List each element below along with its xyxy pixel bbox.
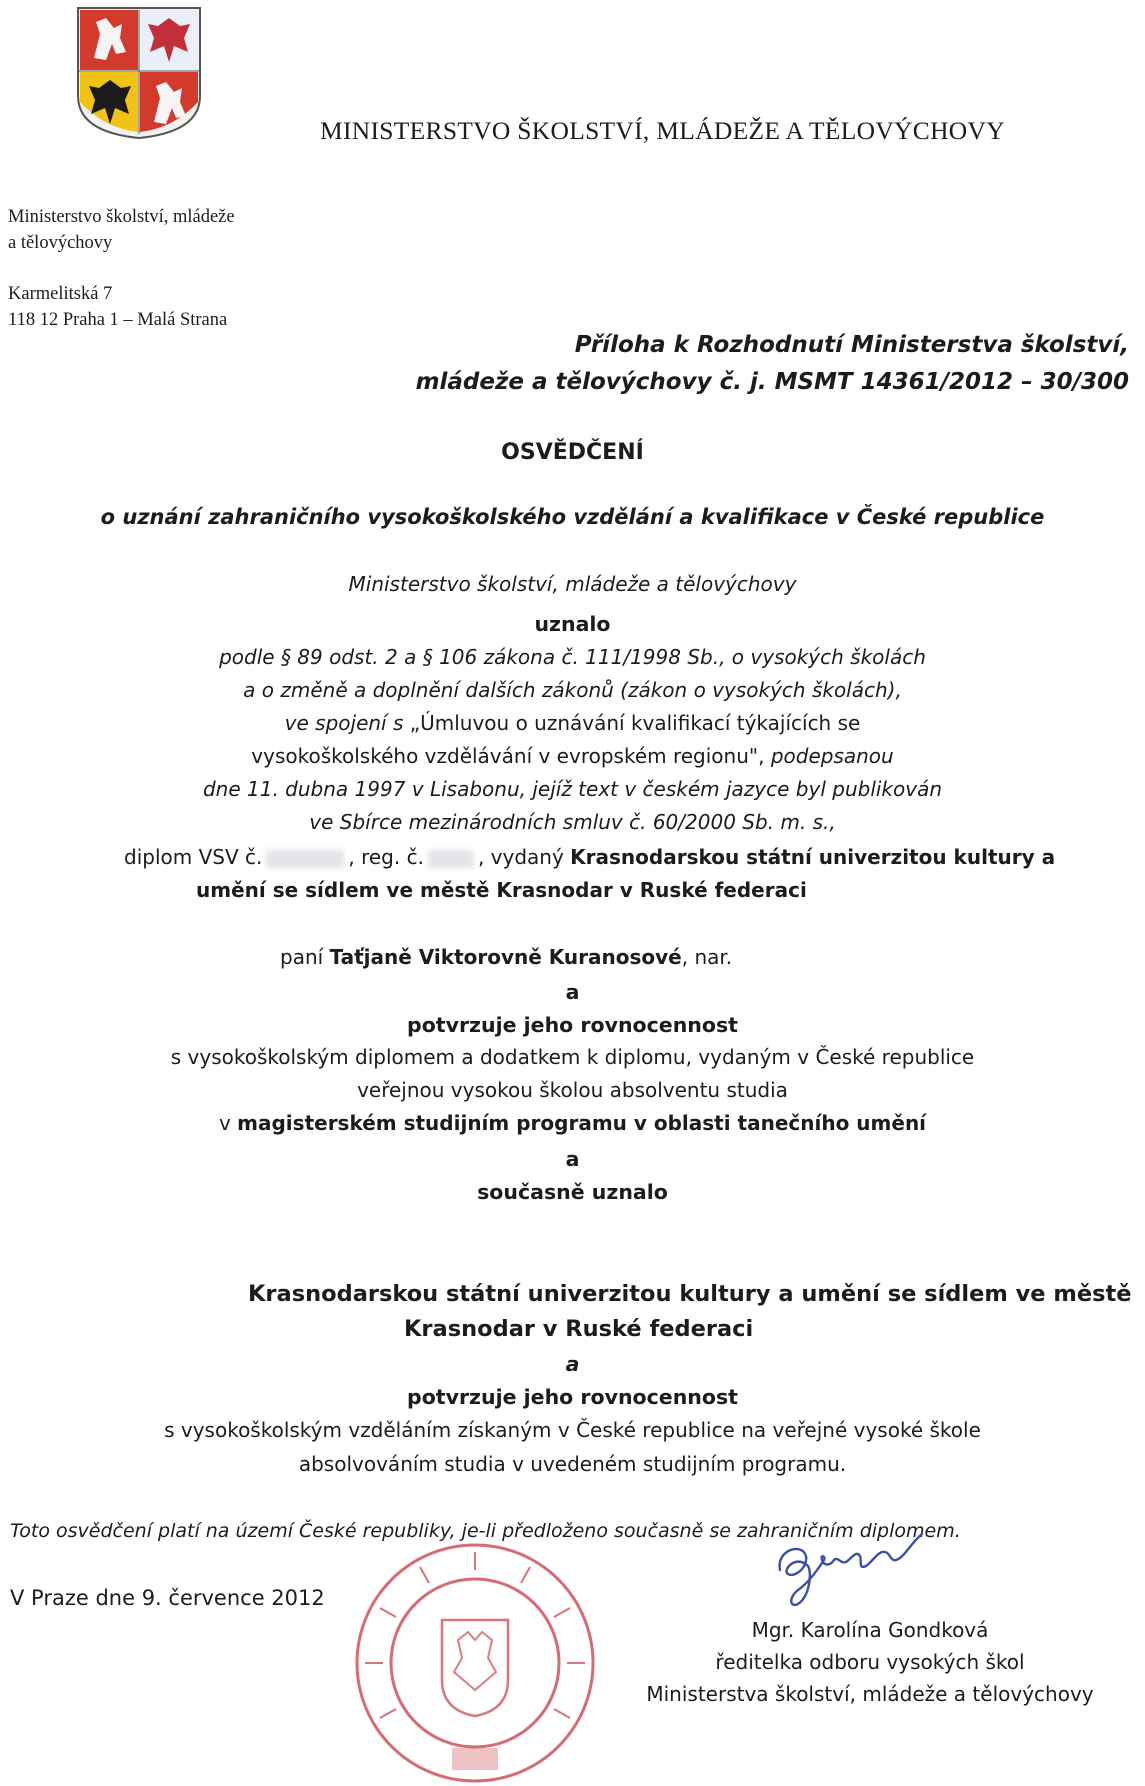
- person-suffix: , nar.: [681, 945, 733, 969]
- equivalence-heading-2: potvrzuje jeho rovnocennost: [407, 1385, 738, 1409]
- equivalence-text-1: s vysokoškolským diplomem a dodatkem k diplomu, vydaným v České republice: [170, 1045, 975, 1069]
- legal-basis-line-3-prefix: ve spojení s: [284, 711, 410, 735]
- study-program: magisterském studijním programu v oblasti tanečního umění: [237, 1111, 927, 1135]
- study-program-prefix: v: [218, 1111, 238, 1135]
- signatory-name: Mgr. Karolína Gondková: [751, 1618, 989, 1642]
- signatory-ministry: Ministerstva školství, mládeže a tělovýchovy: [646, 1682, 1094, 1706]
- recognized-label: uznalo: [534, 612, 611, 636]
- person-prefix: paní: [280, 945, 330, 969]
- diploma-line: [124, 845, 1134, 869]
- certificate-subtitle: o uznání zahraničního vysokoškolského vzdělání a kvalifikace v České republice: [100, 505, 1045, 529]
- legal-basis-line-5: dne 11. dubna 1997 v Lisabonu, jejíž text v českém jazyce byl publikován: [202, 777, 943, 801]
- diploma-issued-label: , vydaný: [477, 845, 571, 869]
- sender-name: [8, 204, 235, 256]
- university-2-line-2: Krasnodar v Ruské federaci: [404, 1316, 754, 1342]
- study-program-line: [0, 1111, 1145, 1135]
- sender-city: 118 12 Praha 1 – Malá Strana: [8, 310, 228, 330]
- legal-basis-line-3: [0, 711, 1145, 735]
- ministry-header: MINISTERSTVO ŠKOLSTVÍ, MLÁDEŽE A TĚLOVÝCHOVY: [320, 116, 1005, 145]
- redacted-diploma-number: [266, 850, 344, 868]
- redacted-reg-number: [428, 850, 474, 868]
- signatory-role: ředitelka odboru vysokých škol: [715, 1650, 1025, 1674]
- legal-basis-line-2: a o změně a doplnění dalších zákonů (zákon o vysokých školách),: [243, 678, 902, 702]
- issuing-authority: Ministerstvo školství, mládeže a tělovýchovy: [348, 572, 797, 596]
- legal-basis-line-4-text: vysokoškolského vzdělávání v evropském regionu",: [251, 744, 771, 768]
- diploma-prefix: diplom VSV č.: [124, 845, 263, 869]
- conjunction-3: a: [565, 1352, 580, 1376]
- also-recognized-label: současně uznalo: [477, 1180, 668, 1204]
- legal-basis-line-4-italic: podepsanou: [770, 744, 894, 768]
- conjunction-2: a: [565, 1147, 580, 1171]
- university-name-line-1: Krasnodarskou státní univerzitou kultury a: [570, 845, 1056, 869]
- place-and-date: V Praze dne 9. července 2012: [10, 1586, 325, 1610]
- university-2-line-1: Krasnodarskou státní univerzitou kultury a umění se sídlem ve městě: [248, 1281, 1132, 1307]
- coat-of-arms-icon: [74, 4, 204, 140]
- sender-name-line-2: a tělovýchovy: [8, 233, 113, 253]
- validity-statement: Toto osvědčení platí na území České republiky, je-li předloženo současně se zahraničním diplomem.: [10, 1520, 961, 1542]
- equivalence-heading-1: potvrzuje jeho rovnocennost: [407, 1013, 738, 1037]
- person-line: [280, 945, 732, 969]
- signature-icon: [772, 1530, 942, 1610]
- legal-basis-line-3-rest: „Úmluvou o uznávání kvalifikací týkajících se: [409, 711, 861, 735]
- sender-street: Karmelitská 7: [8, 284, 113, 304]
- sender-name-line-1: Ministerstvo školství, mládeže: [8, 207, 235, 227]
- certificate-title: OSVĚDČENÍ: [501, 440, 644, 465]
- reference-line-2: mládeže a tělovýchovy č. j. MSMT 14361/2012 – 30/300: [415, 369, 1129, 395]
- reference-line-1: Příloha k Rozhodnutí Ministerstva školství,: [574, 332, 1129, 358]
- diploma-reg-label: , reg. č.: [348, 845, 424, 869]
- university-name-line-2: umění se sídlem ve městě Krasnodar v Ruské federaci: [196, 878, 807, 902]
- legal-basis-line-1: podle § 89 odst. 2 a § 106 zákona č. 111/1998 Sb., o vysokých školách: [219, 645, 926, 669]
- equivalence-text-3: s vysokoškolským vzděláním získaným v České republice na veřejné vysoké škole: [164, 1418, 981, 1442]
- legal-basis-line-6: ve Sbírce mezinárodních smluv č. 60/2000 Sb. m. s.,: [309, 810, 836, 834]
- official-stamp-icon: [350, 1540, 600, 1786]
- equivalence-text-4: absolvováním studia v uvedeném studijním programu.: [298, 1452, 847, 1476]
- sender-address: [8, 281, 227, 333]
- legal-basis-line-4: [0, 744, 1145, 768]
- conjunction-1: a: [565, 980, 580, 1004]
- equivalence-text-2: veřejnou vysokou školou absolventu studia: [357, 1078, 788, 1102]
- person-name: Taťjaně Viktorovně Kuranosové: [329, 945, 682, 969]
